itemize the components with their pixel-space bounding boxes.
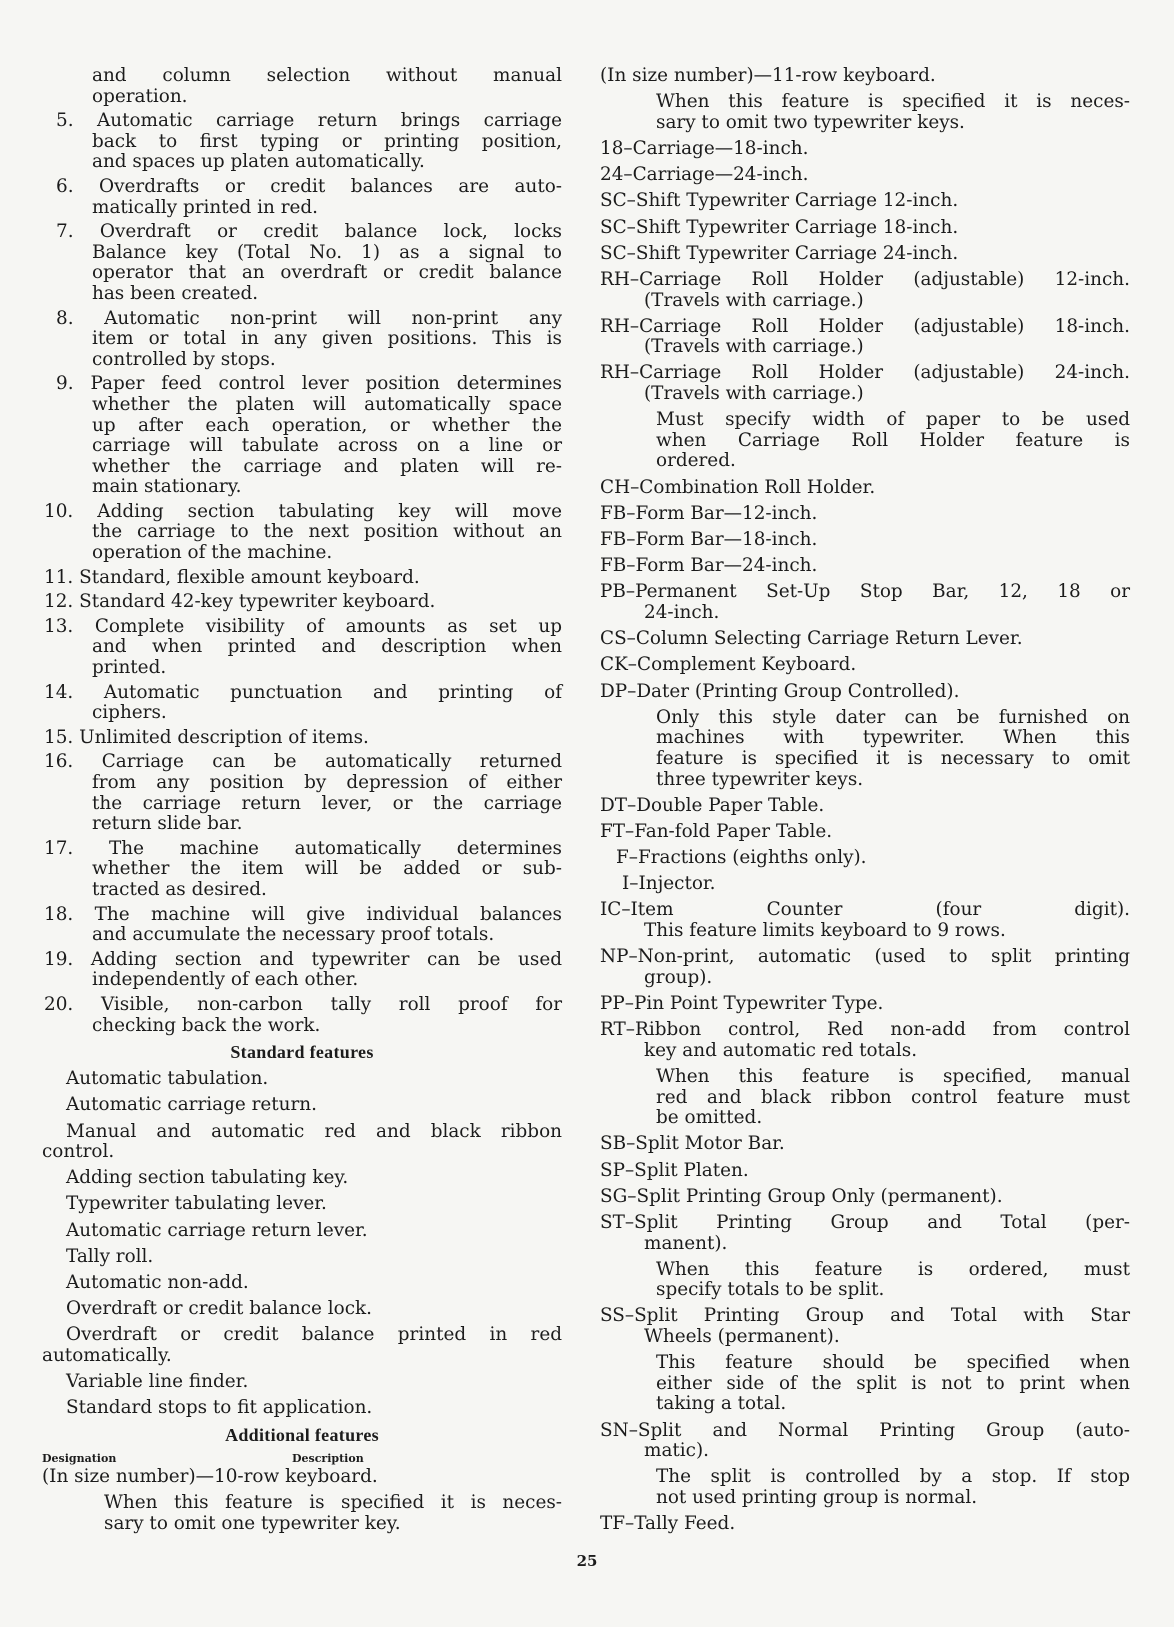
list-item (42, 728, 562, 749)
text-line: Must specify width of paper to be used (656, 409, 1130, 431)
text-line: CK–Complement Keyboard. (600, 654, 857, 676)
list-item (42, 905, 562, 946)
text-line: CH–Combination Roll Holder. (600, 476, 876, 498)
feature-item (42, 1398, 562, 1419)
text-line: has been created. (92, 282, 259, 304)
text-line: RT–Ribbon control, Red non-add from control (600, 1019, 1130, 1041)
text-line: either side of the split is not to print when (656, 1372, 1130, 1394)
text-line: SC–Shift Typewriter Carriage 24-inch. (600, 242, 959, 264)
list-item (42, 374, 562, 498)
text-line: 8. Automatic non-print will non-print any (56, 307, 562, 329)
text-line: key and automatic red totals. (644, 1039, 918, 1061)
feature-note (600, 708, 1130, 790)
text-line: main stationary. (92, 476, 242, 498)
feature-entry (600, 270, 1130, 311)
text-line: Automatic carriage return lever. (66, 1219, 368, 1241)
text-line: taking a total. (656, 1393, 787, 1415)
feature-item (42, 1069, 562, 1090)
feature-entry (600, 1514, 1130, 1535)
feature-item (42, 1122, 562, 1163)
text-line: and when printed and description when (92, 636, 562, 658)
text-line: RH–Carriage Roll Holder (adjustable) 12-inch. (600, 268, 1130, 290)
additional-features-continued (600, 66, 1130, 1535)
feature-item (42, 1168, 562, 1189)
text-line: matically printed in red. (92, 196, 318, 218)
feature-entry (600, 317, 1130, 358)
text-line: F–Fractions (eighths only). (616, 847, 867, 869)
text-line: TF–Tally Feed. (600, 1513, 736, 1535)
text-line: when Carriage Roll Holder feature is (656, 429, 1130, 451)
list-item (42, 839, 562, 901)
feature-entry (600, 682, 1130, 703)
text-line: SP–Split Platen. (600, 1159, 749, 1181)
text-line: (Travels with carriage.) (644, 383, 864, 405)
text-line: (In size number)—11-row keyboard. (600, 65, 936, 86)
feature-entry (600, 582, 1130, 623)
feature-item (42, 1325, 562, 1366)
list-item (42, 950, 562, 991)
text-line: SB–Split Motor Bar. (600, 1133, 785, 1155)
feature-entry (600, 1161, 1130, 1182)
text-line: SS–Split Printing Group and Total with Star (600, 1305, 1130, 1327)
text-line: FB–Form Bar—12-inch. (600, 502, 818, 524)
text-line: sary to omit two typewriter keys. (656, 111, 965, 133)
list-item (42, 309, 562, 371)
text-line: FB–Form Bar—24-inch. (600, 555, 818, 577)
text-line: three typewriter keys. (656, 768, 864, 790)
text-line: 10. Adding section tabulating key will move (44, 500, 562, 522)
feature-entry (600, 139, 1130, 160)
feature-item (42, 1299, 562, 1320)
text-line: (Travels with carriage.) (644, 289, 864, 311)
feature-entry (600, 191, 1130, 212)
left-column (42, 66, 562, 1540)
text-line: IC–Item Counter (four digit). (600, 899, 1130, 921)
text-line: checking back the work. (92, 1014, 321, 1036)
feature-entry (600, 796, 1130, 817)
text-line: operation of the machine. (92, 542, 333, 564)
feature-entry (600, 165, 1130, 186)
text-line: ciphers. (92, 702, 167, 724)
text-line: When this feature is specified it is neces- (104, 1492, 562, 1514)
list-item (42, 752, 562, 834)
feature-entry (600, 655, 1130, 676)
feature-item (42, 1273, 562, 1294)
text-line: FB–Form Bar—18-inch. (600, 529, 818, 550)
list-item (42, 111, 562, 173)
text-line: 7. Overdraft or credit balance lock, locks (56, 221, 562, 243)
text-line: SC–Shift Typewriter Carriage 12-inch. (600, 190, 959, 212)
feature-note (42, 1493, 562, 1534)
text-line: whether the item will be added or sub- (92, 858, 562, 880)
text-line: 24-inch. (644, 601, 720, 623)
text-line: 17. The machine automatically determines (44, 837, 562, 859)
text-line: and spaces up platen automatically. (92, 151, 425, 173)
text-line: 14. Automatic punctuation and printing of (44, 681, 562, 703)
text-line: When this feature is specified, manual (656, 1065, 1130, 1087)
feature-note (600, 1260, 1130, 1301)
text-line: Typewriter tabulating lever. (66, 1193, 327, 1215)
text-line: RH–Carriage Roll Holder (adjustable) 18-inch. (600, 315, 1130, 337)
text-line: sary to omit one typewriter key. (104, 1512, 401, 1534)
page-number: 25 (576, 1552, 598, 1570)
text-line: Adding section tabulating key. (66, 1167, 349, 1189)
continued-paragraph (42, 66, 562, 107)
text-line: up after each operation, or whether the (92, 414, 562, 436)
feature-entry (600, 1306, 1130, 1347)
feature-entry (600, 629, 1130, 650)
list-item (42, 177, 562, 218)
feature-item (42, 1194, 562, 1215)
feature-entry (600, 66, 1130, 87)
feature-note (600, 1467, 1130, 1508)
feature-item (42, 1372, 562, 1393)
standard-features-list (42, 1069, 562, 1419)
text-line: DT–Double Paper Table. (600, 794, 825, 816)
text-line: Automatic tabulation. (66, 1068, 269, 1090)
feature-entry (600, 947, 1130, 988)
feature-entry (600, 1421, 1130, 1462)
text-line: (Travels with carriage.) (644, 336, 864, 358)
numbered-list (42, 111, 562, 1036)
text-line: 11. Standard, flexible amount keyboard. (44, 566, 420, 588)
text-line: DP–Dater (Printing Group Controlled). (600, 680, 960, 702)
table-column-headers (42, 1452, 562, 1465)
text-line: item or total in any given positions. This is (92, 328, 562, 350)
text-line: control. (42, 1141, 115, 1163)
text-line: carriage will tabulate across on a line or (92, 435, 562, 457)
text-line: SG–Split Printing Group Only (permanent). (600, 1185, 1003, 1207)
text-line: RH–Carriage Roll Holder (adjustable) 24-inch. (600, 362, 1130, 384)
text-line: When this feature is specified it is neces- (656, 91, 1130, 113)
text-line: PP–Pin Point Typewriter Type. (600, 993, 884, 1014)
feature-entry (600, 1134, 1130, 1155)
text-line: operation. (92, 85, 188, 107)
list-item (42, 617, 562, 679)
feature-entry (600, 504, 1130, 525)
text-line: from any position by depression of either (92, 772, 562, 793)
feature-entry (42, 1467, 562, 1488)
feature-entry (600, 1213, 1130, 1254)
text-line: Overdraft or credit balance printed in red (66, 1324, 562, 1346)
text-line: Overdraft or credit balance lock. (66, 1298, 372, 1320)
text-line: and column selection without manual (92, 65, 562, 86)
feature-entry (600, 994, 1130, 1015)
text-line: Tally roll. (66, 1245, 154, 1267)
text-line: back to first typing or printing position, (92, 130, 562, 152)
text-line: ST–Split Printing Group and Total (per- (600, 1211, 1130, 1233)
feature-item (42, 1221, 562, 1242)
feature-entry (600, 1020, 1130, 1061)
designation-header: Designation (42, 1451, 117, 1465)
text-line: 6. Overdrafts or credit balances are auto- (56, 175, 562, 197)
text-line: independently of each other. (92, 969, 359, 991)
text-line: return slide bar. (92, 813, 243, 835)
list-item (42, 222, 562, 304)
text-line: machines with typewriter. When this (656, 727, 1130, 749)
text-line: controlled by stops. (92, 348, 276, 370)
feature-entry (600, 848, 1130, 869)
additional-features-heading: Additional features (225, 1424, 379, 1445)
feature-entry (600, 530, 1130, 551)
feature-entry (600, 900, 1130, 941)
text-line: Standard stops to fit application. (66, 1397, 373, 1419)
feature-entry (600, 556, 1130, 577)
text-line: matic). (644, 1440, 709, 1462)
text-line: 18. The machine will give individual balances (44, 903, 562, 925)
text-line: (In size number)—10-row keyboard. (42, 1465, 378, 1487)
text-line: NP–Non-print, automatic (used to split printing (600, 946, 1130, 968)
feature-note (600, 1353, 1130, 1415)
paragraph (42, 66, 562, 107)
description-header: Description (292, 1451, 364, 1465)
list-item (42, 502, 562, 564)
text-line: SN–Split and Normal Printing Group (auto- (600, 1419, 1130, 1441)
text-line: Automatic carriage return. (66, 1094, 317, 1116)
text-line: This feature should be specified when (656, 1352, 1130, 1374)
feature-item (42, 1247, 562, 1268)
feature-note (600, 92, 1130, 133)
text-line: 16. Carriage can be automatically returned (44, 751, 562, 773)
text-line: be omitted. (656, 1107, 763, 1129)
text-line: the carriage to the next position without an (92, 521, 562, 543)
text-line: Balance key (Total No. 1) as a signal to (92, 241, 562, 263)
text-line: specify totals to be split. (656, 1279, 885, 1301)
list-item (42, 568, 562, 589)
text-line: Automatic non-add. (66, 1272, 249, 1294)
text-line: The split is controlled by a stop. If stop (656, 1466, 1130, 1488)
text-line: manent). (644, 1232, 728, 1254)
feature-entry (600, 218, 1130, 239)
standard-features-heading: Standard features (230, 1042, 374, 1063)
feature-item (42, 1095, 562, 1116)
feature-note (600, 410, 1130, 472)
text-line: whether the carriage and platen will re- (92, 455, 562, 477)
list-item (42, 995, 562, 1036)
text-line: PB–Permanent Set-Up Stop Bar, 12, 18 or (600, 581, 1130, 603)
text-line: operator that an overdraft or credit balance (92, 262, 562, 284)
text-line: 13. Complete visibility of amounts as set up (44, 615, 562, 637)
text-line: 20. Visible, non-carbon tally roll proof for (44, 993, 562, 1015)
list-item (42, 592, 562, 613)
text-line: Variable line finder. (66, 1371, 249, 1393)
text-line: 24–Carriage—24-inch. (600, 164, 809, 186)
text-line: FT–Fan-fold Paper Table. (600, 820, 833, 842)
feature-note (600, 1067, 1130, 1129)
text-line: group). (644, 966, 713, 988)
text-line: ordered. (656, 450, 736, 472)
additional-features-list (42, 1467, 562, 1534)
text-line: Wheels (permanent). (644, 1326, 840, 1348)
right-column (600, 66, 1130, 1540)
feature-entry (600, 822, 1130, 843)
text-line: and accumulate the necessary proof totals. (92, 924, 495, 946)
text-line: tracted as desired. (92, 878, 267, 900)
text-line: Only this style dater can be furnished on (656, 706, 1130, 728)
text-line: 19. Adding section and typewriter can be used (44, 948, 562, 970)
text-line: automatically. (42, 1345, 172, 1366)
feature-entry (600, 874, 1130, 895)
feature-entry (600, 478, 1130, 499)
text-line: 9. Paper feed control lever position determines (56, 373, 562, 395)
text-line: 5. Automatic carriage return brings carriage (56, 110, 562, 132)
feature-entry (600, 1187, 1130, 1208)
text-line: not used printing group is normal. (656, 1487, 978, 1508)
text-line: 12. Standard 42-key typewriter keyboard. (44, 591, 436, 613)
list-item (42, 683, 562, 724)
text-line: CS–Column Selecting Carriage Return Lever. (600, 628, 1023, 650)
text-line: the carriage return lever, or the carriage (92, 792, 562, 814)
text-line: 15. Unlimited description of items. (44, 726, 369, 748)
text-line: 18–Carriage—18-inch. (600, 137, 809, 159)
text-line: whether the platen will automatically space (92, 393, 562, 415)
text-line: SC–Shift Typewriter Carriage 18-inch. (600, 216, 959, 238)
text-line: red and black ribbon control feature must (656, 1086, 1130, 1108)
text-line: feature is specified it is necessary to omit (656, 747, 1130, 769)
feature-entry (600, 363, 1130, 404)
text-line: I–Injector. (622, 873, 716, 895)
text-line: When this feature is ordered, must (656, 1258, 1130, 1280)
text-line: printed. (92, 657, 167, 679)
feature-entry (600, 244, 1130, 265)
text-line: This feature limits keyboard to 9 rows. (644, 920, 1006, 942)
text-line: Manual and automatic red and black ribbon (66, 1120, 562, 1142)
